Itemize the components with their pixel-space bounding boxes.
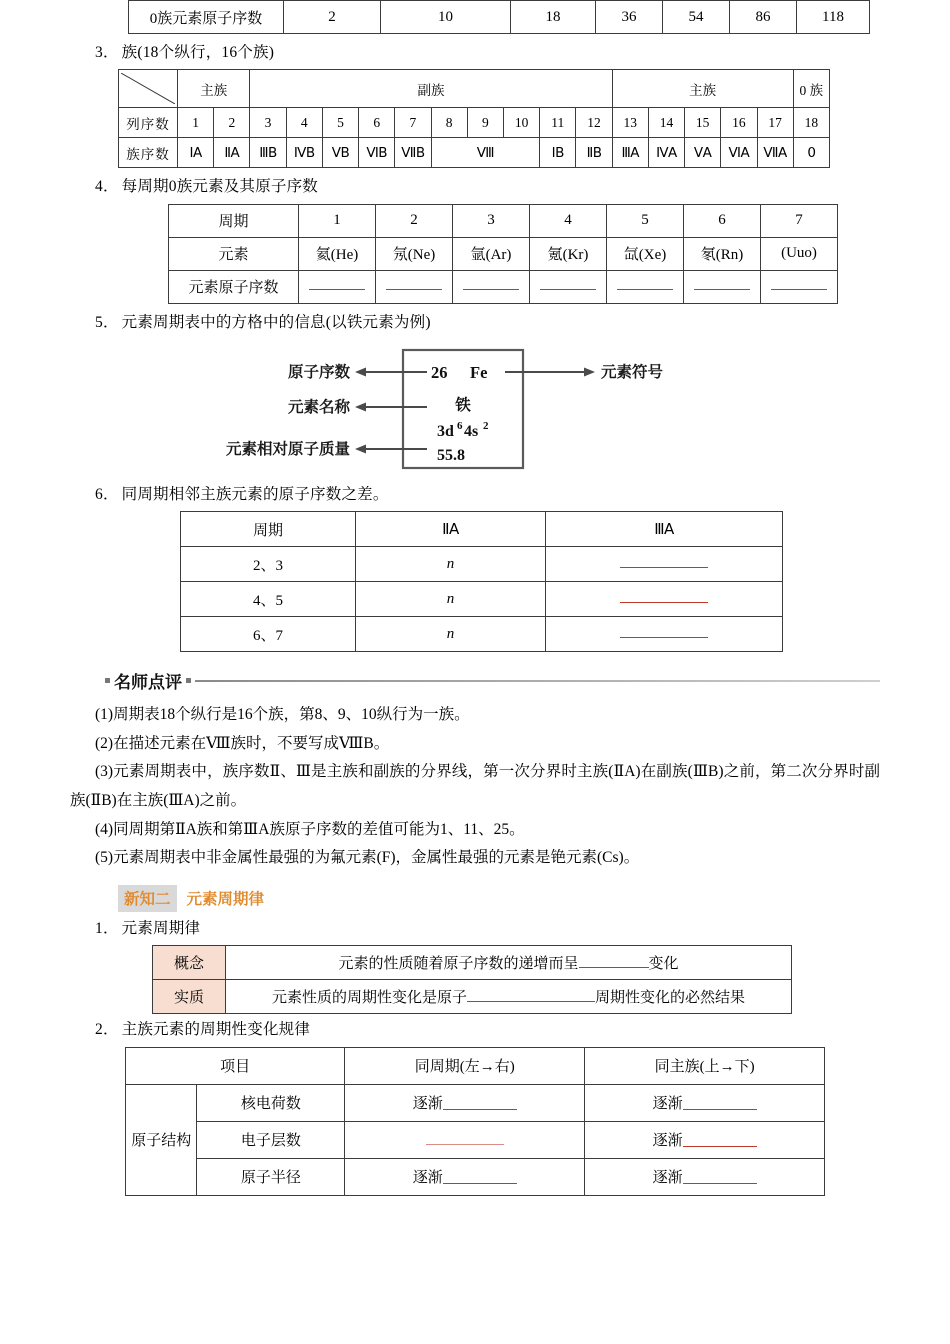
diff-iiia-blank[interactable] <box>546 547 783 582</box>
law-section-1-heading <box>95 917 950 940</box>
element-cell-diagram <box>165 344 785 479</box>
element-name: 氡(Rn) <box>684 237 761 270</box>
table-row <box>181 547 783 582</box>
new-knowledge-subject: 元素周期律 <box>186 890 265 909</box>
law-same-period-cell <box>345 1084 585 1121</box>
law-section-2-title: 主族元素的周期性变化规律 <box>121 1021 311 1039</box>
fill-in-blank[interactable] <box>683 1097 757 1110</box>
config-4s-superscript: 2 <box>483 419 489 432</box>
diff-period: 4、5 <box>181 582 356 617</box>
diff-period: 2、3 <box>181 547 356 582</box>
section-3-title: 族(18个纵行，16个族) <box>121 44 275 61</box>
box-atomic-number: 26 <box>431 362 448 382</box>
section-4-index: 4． <box>95 178 119 196</box>
fill-in-blank <box>386 278 442 290</box>
zero-group-atomic-number-table <box>128 0 870 34</box>
column-index: 1 <box>178 108 214 138</box>
section-6-heading <box>95 483 950 506</box>
group-number: ⅦB <box>395 138 431 168</box>
table-row <box>129 1 870 34</box>
table-row <box>181 617 783 652</box>
atomic-number-blank[interactable] <box>299 270 376 303</box>
fill-in-blank <box>617 278 673 290</box>
diff-header-period: 周期 <box>181 512 356 547</box>
group-number-viii: Ⅷ <box>431 138 540 168</box>
concept-key: 概念 <box>153 946 226 980</box>
fill-in-blank[interactable] <box>683 1171 757 1184</box>
table-row-header <box>126 1047 825 1084</box>
config-4s: 4s <box>464 422 479 440</box>
group-number: ⅠA <box>178 138 214 168</box>
column-index: 13 <box>612 108 648 138</box>
fill-in-blank[interactable] <box>683 1134 757 1147</box>
group-number: ⅥB <box>359 138 395 168</box>
config-3d: 3d <box>437 422 454 440</box>
law-same-period-cell <box>345 1158 585 1195</box>
law-section-1-index: 1． <box>95 920 119 938</box>
row-label-group-number: 族序数 <box>119 138 178 168</box>
column-index: 3 <box>250 108 286 138</box>
law-same-group-cell <box>585 1084 825 1121</box>
law-same-group-cell <box>585 1158 825 1195</box>
zero-group-value: 118 <box>797 1 870 34</box>
label-atomic-number: 原子序数 <box>287 362 350 381</box>
diff-period: 6、7 <box>181 617 356 652</box>
zero-group-value: 86 <box>730 1 797 34</box>
diff-iia-value: n <box>356 617 546 652</box>
period-number: 1 <box>299 204 376 237</box>
law-item: 原子半径 <box>197 1158 345 1195</box>
zero-group-value: 36 <box>596 1 663 34</box>
table-row <box>153 946 792 980</box>
diff-iia-value: n <box>356 582 546 617</box>
fill-in-blank <box>463 278 519 290</box>
band-label-main-left: 主族 <box>178 70 250 108</box>
arrow-left-group <box>355 367 427 453</box>
column-index: 12 <box>576 108 612 138</box>
column-index: 18 <box>793 108 829 138</box>
law-header-same-period: 同周期(左→右) <box>345 1047 585 1084</box>
table-row <box>126 1121 825 1158</box>
element-name: (Uuo) <box>761 237 838 270</box>
box-relative-mass: 55.8 <box>437 446 465 464</box>
comment-item-2: (2)在描述元素在Ⅷ族时，不要写成ⅧB。 <box>95 734 390 752</box>
box-element-symbol: Fe <box>470 362 488 382</box>
period-number: 5 <box>607 204 684 237</box>
comment-item-3: (3)元素周期表中，族序数Ⅱ、Ⅲ是主族和副族的分界线，第一次分界时主族(ⅡA)在副族(ⅢB)之前，第二次分界时副族(ⅡB)在主族(ⅢA)之前。 <box>70 763 880 810</box>
fill-in-blank <box>771 278 827 290</box>
section-3-heading <box>95 41 950 64</box>
column-index: 4 <box>286 108 322 138</box>
fill-in-blank <box>620 591 708 603</box>
table-row <box>153 980 792 1014</box>
fill-in-blank <box>540 278 596 290</box>
group-number: ⅤB <box>322 138 358 168</box>
essence-key: 实质 <box>153 980 226 1014</box>
table-row-group-number <box>119 138 830 168</box>
section-4-heading <box>95 175 950 198</box>
group-number: ⅡA <box>214 138 250 168</box>
table-row <box>126 1158 825 1195</box>
diff-iiia-blank[interactable] <box>546 617 783 652</box>
comment-item-5: (5)元素周期表中非金属性最强的为氟元素(F)，金属性最强的元素是铯元素(Cs)。 <box>95 849 640 867</box>
column-index: 16 <box>721 108 757 138</box>
atomic-number-blank[interactable] <box>761 270 838 303</box>
new-knowledge-banner <box>118 885 270 912</box>
atomic-number-difference-table <box>180 511 783 652</box>
group-number: ⅣB <box>286 138 322 168</box>
column-index: 14 <box>648 108 684 138</box>
group-number: ⅡB <box>576 138 612 168</box>
atomic-number-row-label: 元素原子序数 <box>169 270 299 303</box>
diff-header-iiia: ⅢA <box>546 512 783 547</box>
band-label-main-right: 主族 <box>612 70 793 108</box>
fill-in-blank[interactable] <box>579 955 649 968</box>
column-index: 9 <box>467 108 503 138</box>
zero-group-value: 2 <box>284 1 381 34</box>
law-group-label: 原子结构 <box>126 1084 197 1195</box>
group-number: ⅦA <box>757 138 793 168</box>
comment-item-1: (1)周期表18个纵行是16个族，第8、9、10纵行为一族。 <box>95 706 470 723</box>
expert-comment-title: 名师点评 <box>114 673 182 693</box>
period-number: 7 <box>761 204 838 237</box>
diagonal-line-icon <box>121 73 175 104</box>
expert-comment-header <box>105 668 880 693</box>
period-number: 2 <box>376 204 453 237</box>
atomic-number-blank[interactable] <box>607 270 684 303</box>
zero-group-value: 54 <box>663 1 730 34</box>
arrow-right-group <box>505 367 595 376</box>
fill-in-blank <box>309 278 365 290</box>
fill-in-blank[interactable] <box>443 1097 517 1110</box>
diff-iiia-blank[interactable] <box>546 582 783 617</box>
arrow-head-atomic-number <box>355 367 366 376</box>
fill-in-blank <box>620 556 708 568</box>
zero-group-value: 18 <box>511 1 596 34</box>
law-header-same-group: 同主族(上→下) <box>585 1047 825 1084</box>
column-index: 11 <box>540 108 576 138</box>
table-row-bands <box>119 70 830 108</box>
essence-text-after: 周期性变化的必然结果 <box>595 990 746 1007</box>
law-item: 核电荷数 <box>197 1084 345 1121</box>
fill-in-blank[interactable] <box>426 1132 504 1145</box>
law-item: 电子层数 <box>197 1121 345 1158</box>
period-header-label: 周期 <box>169 204 299 237</box>
column-index: 17 <box>757 108 793 138</box>
column-index: 2 <box>214 108 250 138</box>
essence-text-before: 元素性质的周期性变化是原子 <box>271 990 467 1007</box>
law-same-period-cell <box>345 1121 585 1158</box>
period-number: 6 <box>684 204 761 237</box>
group-number: ⅢA <box>612 138 648 168</box>
group-columns-table <box>118 69 830 168</box>
config-3d-superscript: 6 <box>457 419 463 432</box>
column-index: 8 <box>431 108 467 138</box>
diff-header-iia: ⅡA <box>356 512 546 547</box>
group-number: ⅤA <box>685 138 721 168</box>
section-5-index: 5． <box>95 313 119 331</box>
table-row-atomic-number <box>169 270 838 303</box>
atomic-number-blank[interactable] <box>453 270 530 303</box>
law-section-2-index: 2． <box>95 1021 119 1039</box>
square-bullet-icon <box>186 678 191 683</box>
atomic-number-blank[interactable] <box>376 270 453 303</box>
group-number: ⅥA <box>721 138 757 168</box>
fill-in-blank[interactable] <box>467 989 595 1002</box>
column-index: 6 <box>359 108 395 138</box>
zero-group-label: 0族元素原子序数 <box>129 1 284 34</box>
diff-iia-value: n <box>356 547 546 582</box>
diagonal-header-cell <box>119 70 178 108</box>
arrow-head-element-name <box>355 402 366 411</box>
concept-text-after: 变化 <box>648 956 679 973</box>
concept-value <box>226 946 792 980</box>
table-row-element <box>169 237 838 270</box>
fill-in-blank <box>694 278 750 290</box>
section-6-title: 同周期相邻主族元素的原子序数之差。 <box>121 485 389 503</box>
section-5-title: 元素周期表中的方格中的信息(以铁元素为例) <box>121 313 431 331</box>
law-trend-text: 逐渐 <box>652 1170 683 1187</box>
section-5-heading <box>95 311 950 334</box>
section-6-index: 6． <box>95 485 119 503</box>
section-4-title: 每周期0族元素及其原子序数 <box>121 178 319 196</box>
box-element-name: 铁 <box>455 395 471 414</box>
element-name: 氩(Ar) <box>453 237 530 270</box>
arrow-head-symbol <box>584 367 595 376</box>
law-trend-text: 逐渐 <box>412 1170 443 1187</box>
column-index: 7 <box>395 108 431 138</box>
law-trend-text: 逐渐 <box>652 1096 683 1113</box>
zero-group-value: 10 <box>381 1 511 34</box>
column-index: 15 <box>685 108 721 138</box>
law-trend-text: 逐渐 <box>652 1133 683 1150</box>
group-number: ⅢB <box>250 138 286 168</box>
header-rule <box>195 680 880 682</box>
period-number: 3 <box>453 204 530 237</box>
law-trend-text: 逐渐 <box>412 1096 443 1113</box>
table-row-header <box>181 512 783 547</box>
table-row <box>126 1084 825 1121</box>
label-relative-atomic-mass: 元素相对原子质量 <box>225 439 350 458</box>
row-label-column-index: 列序数 <box>119 108 178 138</box>
concept-text-before: 元素的性质随着原子序数的递增而呈 <box>338 956 579 973</box>
essence-value <box>226 980 792 1014</box>
fill-in-blank[interactable] <box>443 1171 517 1184</box>
label-element-symbol: 元素符号 <box>601 362 664 381</box>
atomic-number-blank[interactable] <box>684 270 761 303</box>
iron-element-figure <box>0 344 950 479</box>
comment-item-4: (4)同周期第ⅡA族和第ⅢA族原子序数的差值可能为1、11、25。 <box>95 820 525 838</box>
law-section-2-heading <box>95 1018 950 1041</box>
table-row-column-index <box>119 108 830 138</box>
periodic-variation-table <box>125 1047 825 1196</box>
atomic-number-blank[interactable] <box>530 270 607 303</box>
table-row <box>181 582 783 617</box>
section-3-index: 3． <box>95 44 119 61</box>
label-element-name: 元素名称 <box>287 397 350 416</box>
arrow-head-mass <box>355 444 366 453</box>
new-knowledge-tag: 新知二 <box>118 885 177 912</box>
element-row-label: 元素 <box>169 237 299 270</box>
law-section-1-title: 元素周期律 <box>121 920 201 938</box>
column-index: 5 <box>322 108 358 138</box>
element-name: 氪(Kr) <box>530 237 607 270</box>
table-row-header <box>169 204 838 237</box>
element-name: 氦(He) <box>299 237 376 270</box>
law-header-item: 项目 <box>126 1047 345 1084</box>
element-name: 氖(Ne) <box>376 237 453 270</box>
band-label-sub: 副族 <box>250 70 612 108</box>
fill-in-blank <box>620 626 708 638</box>
group-number: 0 <box>793 138 829 168</box>
group-number: ⅠB <box>540 138 576 168</box>
box-electron-config <box>437 420 489 440</box>
periodic-law-concept-table <box>152 945 792 1014</box>
period-noble-gas-table <box>168 204 838 304</box>
column-index: 10 <box>503 108 539 138</box>
group-number: ⅣA <box>648 138 684 168</box>
element-name: 氙(Xe) <box>607 237 684 270</box>
period-number: 4 <box>530 204 607 237</box>
band-label-zero: 0 族 <box>793 70 829 108</box>
law-same-group-cell <box>585 1121 825 1158</box>
